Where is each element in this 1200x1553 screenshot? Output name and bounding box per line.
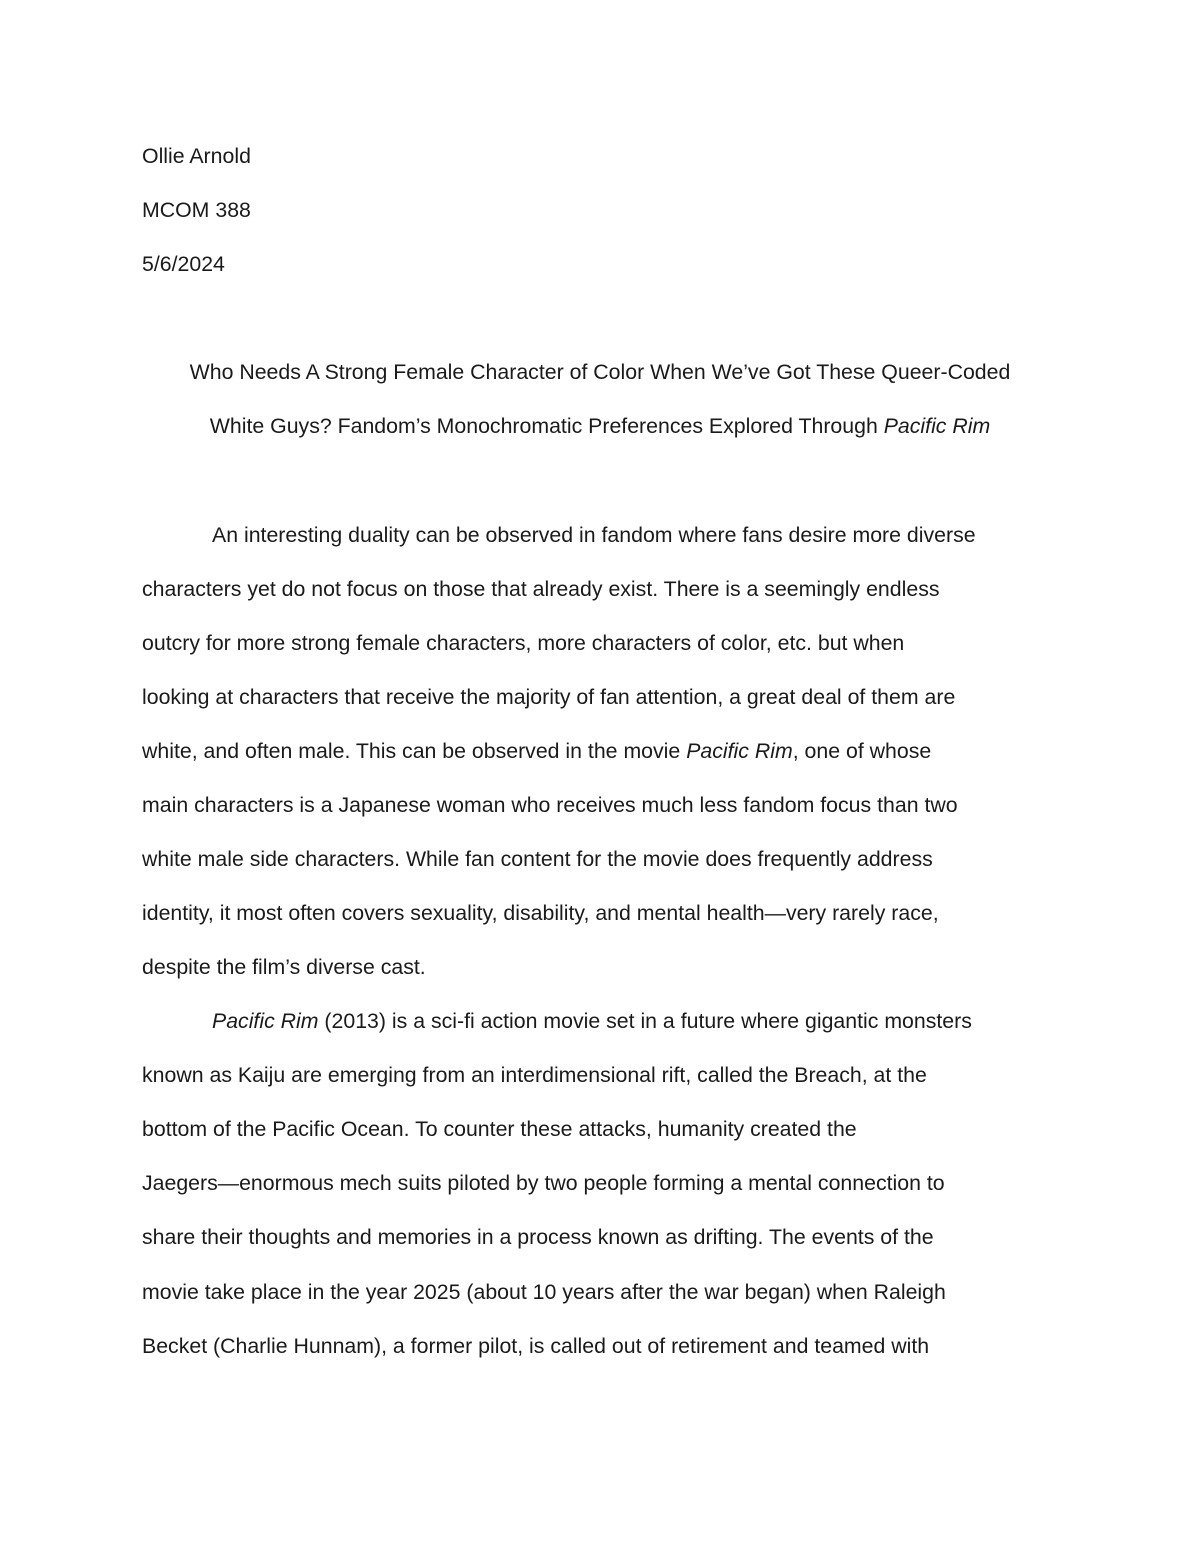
paragraph-2-line-6: movie take place in the year 2025 (about 10 years after the war began) when Raleigh: [142, 1280, 946, 1304]
paragraph-2-line-3: bottom of the Pacific Ocean. To counter these attacks, humanity created the: [142, 1117, 857, 1141]
paragraph-2-line-2: known as Kaiju are emerging from an interdimensional rift, called the Breach, at the: [142, 1063, 927, 1087]
paragraph-1-line-2: characters yet do not focus on those that already exist. There is a seemingly endless: [142, 577, 940, 601]
paragraph-2-line-5: share their thoughts and memories in a process known as drifting. The events of the: [142, 1225, 934, 1249]
paragraph-1-line-8: identity, it most often covers sexuality, disability, and mental health—very rarely race,: [142, 901, 939, 925]
paragraph-1-line-6: main characters is a Japanese woman who receives much less fandom focus than two: [142, 793, 958, 817]
title-line-2-text: White Guys? Fandom’s Monochromatic Preferences Explored Through: [209, 414, 884, 438]
paragraph-1-line-9: despite the film’s diverse cast.: [142, 955, 426, 979]
title-line-1: Who Needs A Strong Female Character of Color When We’ve Got These Queer-Coded: [189, 360, 1011, 384]
course-code: MCOM 388: [142, 198, 251, 222]
paragraph-1-line-3: outcry for more strong female characters, more characters of color, etc. but when: [142, 631, 905, 655]
document-date: 5/6/2024: [142, 252, 225, 276]
p2-film-name: Pacific Rim: [212, 1009, 319, 1033]
paragraph-1-line-1: An interesting duality can be observed in fandom where fans desire more diverse: [212, 523, 976, 547]
title-line-2: [0, 411, 1200, 441]
paragraph-2-line-7: Becket (Charlie Hunnam), a former pilot, is called out of retirement and teamed with: [142, 1334, 930, 1358]
paragraph-2-line-4: Jaegers—enormous mech suits piloted by two people forming a mental connection to: [142, 1171, 945, 1195]
author-name: Ollie Arnold: [142, 144, 251, 168]
p1-film-name: Pacific Rim: [686, 739, 793, 763]
paragraph-1-line-7: white male side characters. While fan content for the movie does frequently address: [142, 847, 933, 871]
paragraph-2-line-1: [212, 1006, 972, 1036]
paragraph-1-line-4: looking at characters that receive the majority of fan attention, a great deal of them are: [142, 685, 956, 709]
p1-l5-before: white, and often male. This can be observed in the movie: [142, 739, 687, 763]
p1-l5-after: , one of whose: [792, 739, 932, 763]
paragraph-1-line-5: [142, 736, 931, 766]
title-film-name: Pacific Rim: [883, 414, 991, 438]
p2-l1-after: (2013) is a sci-fi action movie set in a future where gigantic monsters: [318, 1009, 972, 1033]
